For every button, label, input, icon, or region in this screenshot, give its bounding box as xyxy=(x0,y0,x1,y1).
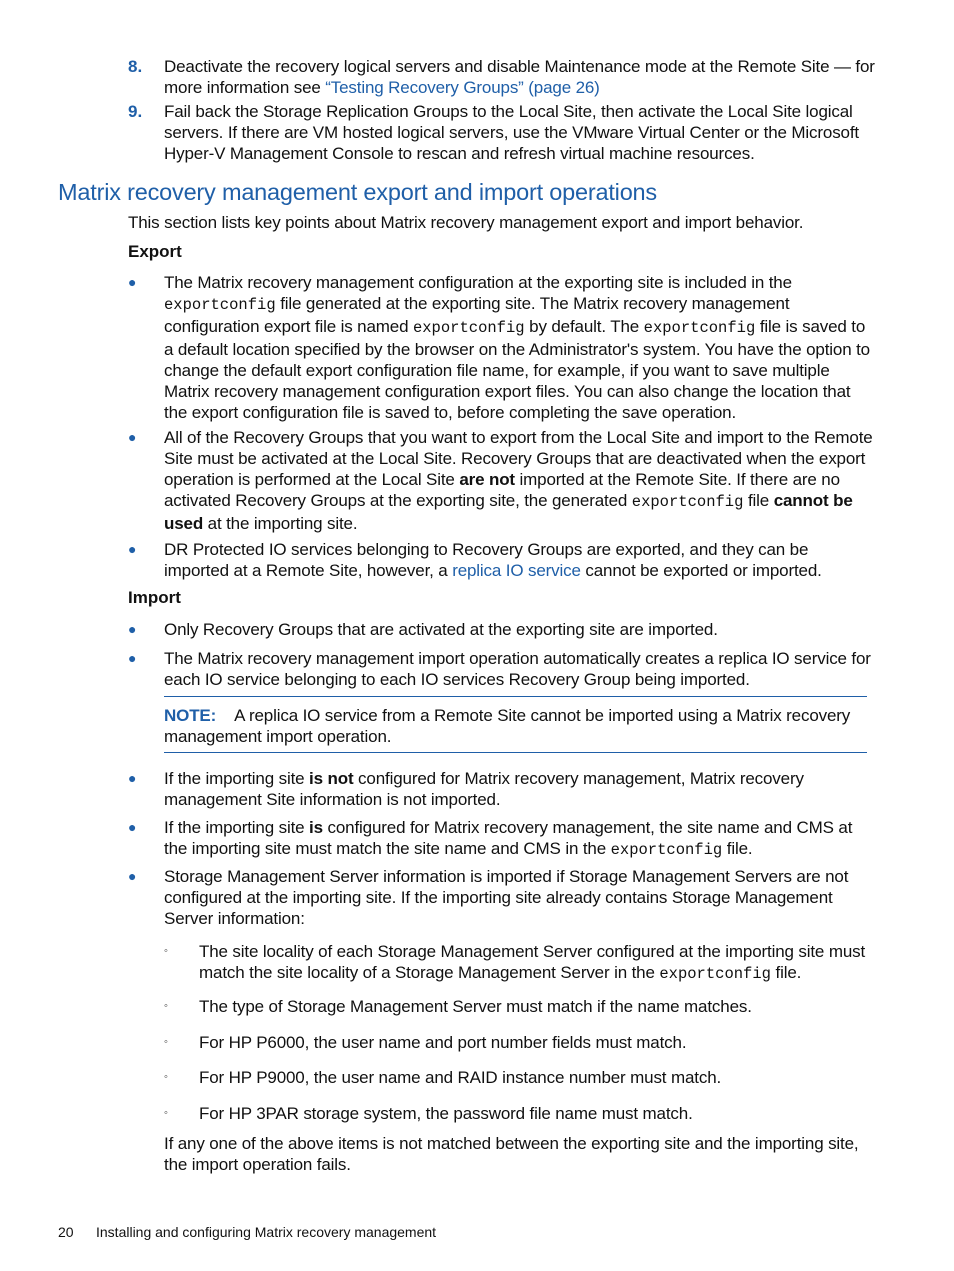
step-text-part: Deactivate the recovery logical servers and disable Maintenance mode at the Remote Site — for more information see xyxy=(164,57,875,97)
text: file. xyxy=(770,963,802,982)
list-item xyxy=(164,817,876,861)
step-text: Fail back the Storage Replication Groups to the Local Site, then activate the Local Site logical servers. If there are VM hosted logical servers, use the VMware Virtual Center or the Microsoft Hyper-V Management Console to rescan and refresh virtual machine resources. xyxy=(164,102,860,163)
circle-bullet-icon: ◦ xyxy=(164,1000,168,1012)
bullet-icon: ● xyxy=(128,621,137,637)
text: The Matrix recovery management configuration at the exporting site is included in the xyxy=(164,273,792,292)
emphasis: is not xyxy=(309,769,354,788)
code-filename: exportconfig xyxy=(164,296,276,314)
list-item: The Matrix recovery management import operation automatically creates a replica IO service for each IO service belonging to each IO services Recovery Group being imported. xyxy=(164,649,871,689)
code-filename: exportconfig xyxy=(659,965,771,983)
text: file xyxy=(743,491,774,510)
list-item xyxy=(164,539,876,581)
bullet-icon: ● xyxy=(128,868,137,884)
sub-list-item: For HP 3PAR storage system, the password file name must match. xyxy=(199,1104,693,1123)
footer-chapter-title: Installing and configuring Matrix recovery management xyxy=(96,1224,437,1240)
text: The site locality of each Storage Management Server configured at the importing site must match the site locality of a Storage Management Server in the xyxy=(199,942,866,982)
note-label: NOTE: xyxy=(164,706,217,725)
list-item: Only Recovery Groups that are activated at the exporting site are imported. xyxy=(164,620,718,639)
cross-reference-link[interactable]: “Testing Recovery Groups” (page 26) xyxy=(325,78,600,97)
bullet-icon: ● xyxy=(128,819,137,835)
sub-list-item: For HP P9000, the user name and RAID instance number must match. xyxy=(199,1068,722,1087)
text: file. xyxy=(722,839,753,858)
closing-paragraph: If any one of the above items is not matched between the exporting site and the importing site, the import operation fails. xyxy=(164,1134,859,1174)
list-item xyxy=(164,427,876,534)
note-top-rule xyxy=(164,696,867,697)
emphasis: are not xyxy=(459,470,515,489)
text: All of the Recovery Groups that you want to export from the Local Site and import to the Remote Site must be activated at the Local Site. Recovery Groups that are deactivated when the export operation is performed at the Local Site xyxy=(164,428,873,489)
import-heading: Import xyxy=(128,588,181,607)
note-text: A replica IO service from a Remote Site cannot be imported using a Matrix recovery management import operation. xyxy=(164,706,851,746)
code-filename: exportconfig xyxy=(643,319,756,337)
list-item xyxy=(164,768,876,810)
section-intro: This section lists key points about Matrix recovery management export and import behavior. xyxy=(128,213,804,232)
step-text xyxy=(164,56,876,98)
text: If the importing site xyxy=(164,818,310,837)
sub-list-item: For HP P6000, the user name and port number fields must match. xyxy=(199,1033,687,1052)
section-title: Matrix recovery management export and import operations xyxy=(58,179,657,205)
text: by default. The xyxy=(524,317,644,336)
text: imported at the Remote Site. If there are no activated Recovery Groups at the exporting site, the generated xyxy=(164,470,840,510)
bullet-icon: ● xyxy=(128,650,137,666)
bullet-icon: ● xyxy=(128,429,137,445)
export-heading: Export xyxy=(128,242,182,261)
bullet-icon: ● xyxy=(128,274,137,290)
page-number: 20 xyxy=(58,1224,74,1240)
sub-list-item: The type of Storage Management Server must match if the name matches. xyxy=(199,997,752,1016)
step-number: 9. xyxy=(128,102,143,121)
circle-bullet-icon: ◦ xyxy=(164,945,168,957)
bullet-icon: ● xyxy=(128,541,137,557)
text: If the importing site xyxy=(164,769,310,788)
sub-list-item xyxy=(199,941,876,985)
list-item xyxy=(164,272,876,423)
circle-bullet-icon: ◦ xyxy=(164,1071,168,1083)
text: DR Protected IO services belonging to Recovery Groups are exported, and they can be imported at a Remote Site, however, a xyxy=(164,540,809,580)
text: file generated at the exporting site. The Matrix recovery management configuration export file is named xyxy=(164,294,790,336)
circle-bullet-icon: ◦ xyxy=(164,1107,168,1119)
emphasis: is xyxy=(309,818,323,837)
note xyxy=(164,705,876,747)
code-filename: exportconfig xyxy=(610,841,723,859)
text: cannot be exported or imported. xyxy=(580,561,822,580)
bullet-icon: ● xyxy=(128,770,137,786)
text: at the importing site. xyxy=(203,514,358,533)
emphasis: cannot be used xyxy=(164,491,853,533)
code-filename: exportconfig xyxy=(631,493,744,511)
text: configured for Matrix recovery management, Matrix recovery management Site information is not imported. xyxy=(164,769,804,809)
text: configured for Matrix recovery management, the site name and CMS at the importing site must match the site name and CMS in the xyxy=(164,818,853,858)
code-filename: exportconfig xyxy=(412,319,525,337)
replica-io-service-link[interactable]: replica IO service xyxy=(452,561,581,580)
circle-bullet-icon: ◦ xyxy=(164,1036,168,1048)
note-bottom-rule xyxy=(164,752,867,753)
list-item: Storage Management Server information is imported if Storage Management Servers are not configured at the importing site. If the importing site already contains Storage Management Server information: xyxy=(164,867,849,928)
text: file is saved to a default location specified by the browser on the Administrator's system. You have the option to change the default export configuration file name, for example, if you want to save multiple Matrix recovery management configuration export files. You can also change the location that the export configuration file is saved to, before completing the save operation. xyxy=(164,317,870,422)
step-number: 8. xyxy=(128,57,143,76)
